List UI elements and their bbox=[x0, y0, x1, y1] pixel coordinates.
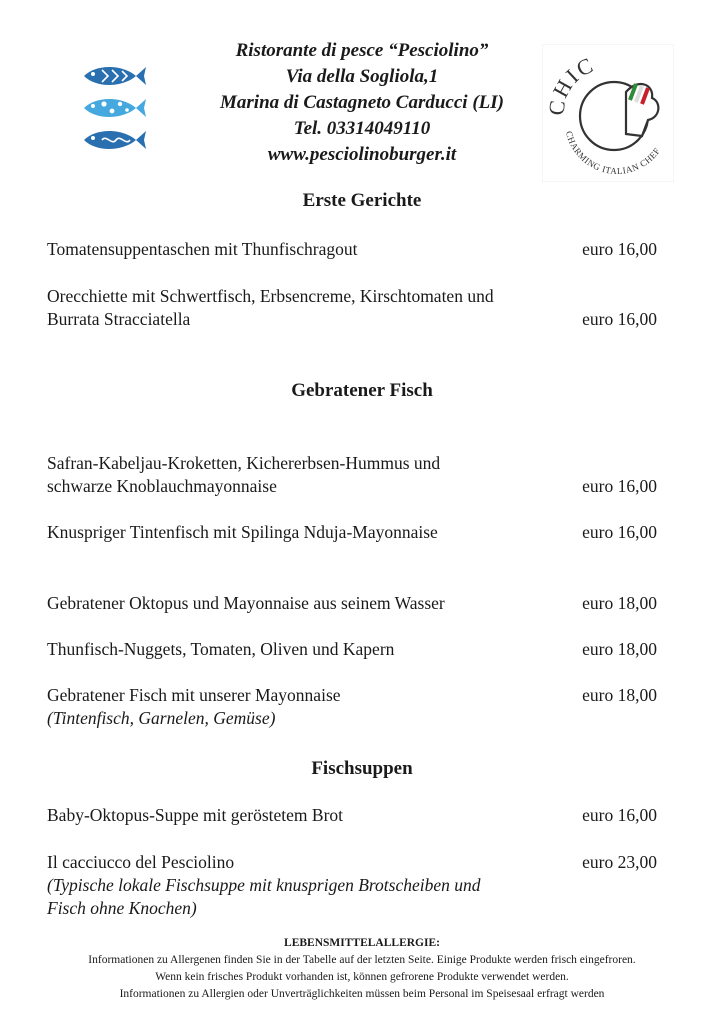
menu-item-description: Il cacciucco del Pesciolino bbox=[47, 852, 235, 872]
menu-item-note: (Typische lokale Fischsuppe mit knusprigen Brotscheiben und Fisch ohne Knochen) bbox=[47, 875, 481, 918]
menu-item bbox=[47, 285, 657, 331]
fish-icon bbox=[84, 67, 146, 85]
menu-item bbox=[47, 851, 657, 920]
allergy-line: Informationen zu Allergenen finden Sie in der Tabelle auf der letzten Seite. Einige Produkte werden frisch eingefroren. bbox=[88, 954, 636, 966]
menu-item-description: Orecchiette mit Schwertfisch, Erbsencreme, Kirschtomaten und Burrata Stracciatella bbox=[47, 286, 494, 329]
menu-item-description: Thunfisch-Nuggets, Tomaten, Oliven und Kapern bbox=[47, 639, 395, 659]
menu-item-price: euro 16,00 bbox=[582, 239, 657, 259]
chic-logo-text: CHIC bbox=[543, 51, 599, 117]
fish-icon bbox=[84, 99, 146, 117]
restaurant-street: Via della Sogliola,1 bbox=[285, 66, 439, 87]
menu-item bbox=[47, 592, 657, 615]
section-title-gebratener-fisch: Gebratener Fisch bbox=[291, 380, 433, 401]
chic-logo-subtext: CHARMING ITALIAN CHEF bbox=[563, 129, 663, 177]
menu-item-price: euro 16,00 bbox=[582, 522, 657, 542]
allergy-title: LEBENSMITTELALLERGIE: bbox=[284, 937, 440, 949]
restaurant-name: Ristorante di pesce “Pesciolino” bbox=[235, 40, 489, 61]
menu-item-description: Knuspriger Tintenfisch mit Spilinga Nduja-Mayonnaise bbox=[47, 522, 438, 542]
menu-item bbox=[47, 521, 657, 544]
restaurant-website: www.pesciolinoburger.it bbox=[267, 144, 457, 165]
menu-item bbox=[47, 638, 657, 661]
restaurant-city: Marina di Castagneto Carducci (LI) bbox=[220, 92, 504, 113]
menu-item-price: euro 23,00 bbox=[582, 852, 657, 872]
menu-item-note: (Tintenfisch, Garnelen, Gemüse) bbox=[47, 708, 276, 728]
menu-item-price: euro 16,00 bbox=[582, 476, 657, 496]
allergy-line: Informationen zu Allergien oder Unverträglichkeiten müssen beim Personal im Speisesaal erfragt werden bbox=[119, 988, 605, 1000]
menu-item-price: euro 18,00 bbox=[582, 639, 657, 659]
chic-chef-logo bbox=[542, 44, 674, 182]
menu-item-price: euro 16,00 bbox=[582, 309, 657, 329]
fish-logo-icon bbox=[78, 62, 146, 154]
menu-item-description: Gebratener Fisch mit unserer Mayonnaise bbox=[47, 685, 341, 705]
menu-item-price: euro 18,00 bbox=[582, 593, 657, 613]
restaurant-phone: Tel. 03314049110 bbox=[293, 118, 431, 139]
menu-item-price: euro 18,00 bbox=[582, 685, 657, 705]
menu-item-description: Gebratener Oktopus und Mayonnaise aus seinem Wasser bbox=[47, 593, 445, 613]
menu-item-price: euro 16,00 bbox=[582, 805, 657, 825]
menu-item-description: Safran-Kabeljau-Kroketten, Kichererbsen-Hummus und schwarze Knoblauchmayonnaise bbox=[47, 453, 441, 496]
menu-item bbox=[47, 684, 657, 730]
menu-item bbox=[47, 238, 657, 261]
menu-item bbox=[47, 804, 657, 827]
allergy-footer bbox=[0, 935, 724, 1003]
fish-icon bbox=[84, 131, 146, 149]
section-title-fischsuppen: Fischsuppen bbox=[311, 758, 413, 779]
menu-item bbox=[47, 452, 657, 498]
menu-item-description: Tomatensuppentaschen mit Thunfischragout bbox=[47, 239, 358, 259]
allergy-line: Wenn kein frisches Produkt vorhanden ist, können gefrorene Produkte verwendet werden. bbox=[155, 971, 569, 983]
menu-item-description: Baby-Oktopus-Suppe mit geröstetem Brot bbox=[47, 805, 344, 825]
section-title-erste-gerichte: Erste Gerichte bbox=[302, 190, 422, 211]
